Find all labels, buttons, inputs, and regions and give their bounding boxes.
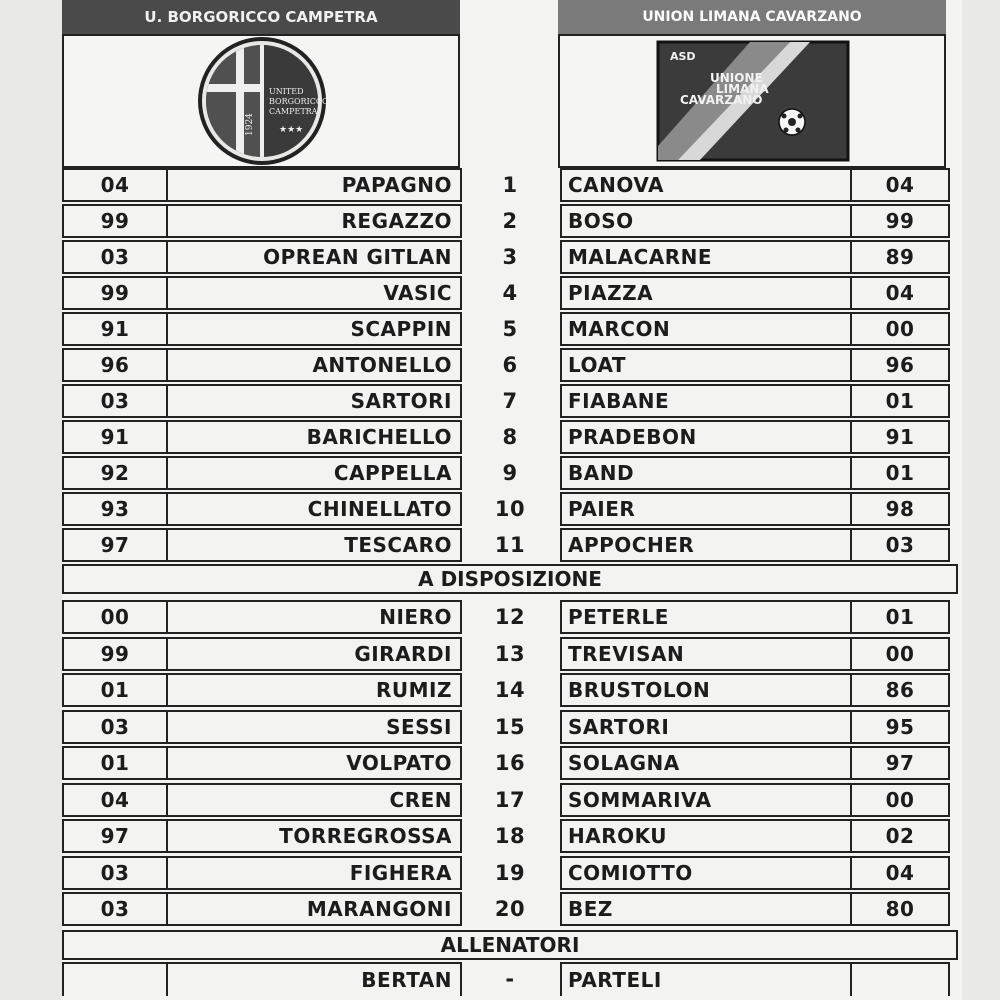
shirt-number: 6 <box>502 353 518 377</box>
left-player-name: REGAZZO <box>166 204 462 238</box>
sub-row <box>62 710 962 744</box>
starter-row <box>62 312 962 346</box>
left-birth-year: 00 <box>62 600 166 634</box>
left-birth-year: 92 <box>62 456 166 490</box>
crest-line-3: CAMPETRA <box>269 107 318 116</box>
right-birth-year: 00 <box>850 783 950 817</box>
right-player-name: HAROKU <box>560 819 850 853</box>
shirt-number: 9 <box>502 461 518 485</box>
left-team-header: U. BORGORICCO CAMPETRA <box>62 0 460 34</box>
shirt-number: 2 <box>502 209 518 233</box>
left-player-name: RUMIZ <box>166 673 462 707</box>
right-birth-year: 95 <box>850 710 950 744</box>
right-player-name: SOLAGNA <box>560 746 850 780</box>
left-birth-year: 91 <box>62 420 166 454</box>
left-player-name: CREN <box>166 783 462 817</box>
left-logo-cell <box>62 34 460 168</box>
right-birth-year: 99 <box>850 204 950 238</box>
crest-r-line-3: CAVARZANO <box>680 93 763 107</box>
right-birth-year: 97 <box>850 746 950 780</box>
left-player-name: CAPPELLA <box>166 456 462 490</box>
left-birth-year: 01 <box>62 673 166 707</box>
left-birth-year: 01 <box>62 746 166 780</box>
right-player-name: COMIOTTO <box>560 856 850 890</box>
left-birth-year: 99 <box>62 276 166 310</box>
left-player-name: VASIC <box>166 276 462 310</box>
right-birth-year: 01 <box>850 456 950 490</box>
coach-separator: - <box>505 967 515 991</box>
starter-row <box>62 276 962 310</box>
left-birth-year: 04 <box>62 168 166 202</box>
right-logo-cell <box>558 34 946 168</box>
right-birth-year: 96 <box>850 348 950 382</box>
shirt-number: 11 <box>494 533 526 557</box>
sub-row <box>62 856 962 890</box>
right-birth-year: 98 <box>850 492 950 526</box>
left-player-name: GIRARDI <box>166 637 462 671</box>
left-birth-year: 96 <box>62 348 166 382</box>
shirt-number: 20 <box>494 897 526 921</box>
shirt-number: 15 <box>494 714 526 739</box>
coaches-row <box>62 962 962 996</box>
right-player-name: SARTORI <box>560 710 850 744</box>
shirt-number: 16 <box>494 751 526 775</box>
shirt-number: 10 <box>494 497 526 521</box>
sub-row <box>62 892 962 926</box>
shirt-number: 14 <box>494 678 526 702</box>
right-player-name: BRUSTOLON <box>560 673 850 707</box>
shirt-number: 18 <box>494 824 526 848</box>
subs-section-title: A DISPOSIZIONE <box>62 564 958 594</box>
right-player-name: CANOVA <box>560 168 850 202</box>
left-player-name: BARICHELLO <box>166 420 462 454</box>
starter-row <box>62 168 962 202</box>
right-player-name: LOAT <box>560 348 850 382</box>
right-player-name: SOMMARIVA <box>560 783 850 817</box>
right-player-name: TREVISAN <box>560 637 850 671</box>
starter-row <box>62 240 962 274</box>
shirt-number: 3 <box>502 245 518 269</box>
left-player-name: FIGHERA <box>166 856 462 890</box>
left-player-name: NIERO <box>166 600 462 634</box>
right-birth-year: 00 <box>850 312 950 346</box>
right-player-name: BEZ <box>560 892 850 926</box>
left-player-name: SCAPPIN <box>166 312 462 346</box>
coaches-right-blank <box>850 962 950 996</box>
right-player-name: APPOCHER <box>560 528 850 562</box>
right-player-name: PRADEBON <box>560 420 850 454</box>
coaches-section-title: ALLENATORI <box>62 930 958 960</box>
left-birth-year: 03 <box>62 892 166 926</box>
right-player-name: PETERLE <box>560 600 850 634</box>
left-player-name: ANTONELLO <box>166 348 462 382</box>
left-coach-name: BERTAN <box>166 962 462 996</box>
right-player-name: FIABANE <box>560 384 850 418</box>
left-birth-year: 99 <box>62 637 166 671</box>
shirt-number: 1 <box>502 173 518 197</box>
crest-r-line-2: LIMANA <box>716 82 769 96</box>
starter-row <box>62 492 962 526</box>
starter-row <box>62 204 962 238</box>
right-birth-year: 04 <box>850 168 950 202</box>
sub-row <box>62 600 962 634</box>
shirt-number: 13 <box>494 641 526 666</box>
sub-row <box>62 637 962 671</box>
left-birth-year: 91 <box>62 312 166 346</box>
left-player-name: CHINELLATO <box>166 492 462 526</box>
shirt-number: 19 <box>494 860 526 885</box>
right-birth-year: 00 <box>850 637 950 671</box>
right-birth-year: 89 <box>850 240 950 274</box>
right-birth-year: 02 <box>850 819 950 853</box>
left-birth-year: 03 <box>62 856 166 890</box>
right-birth-year: 04 <box>850 856 950 890</box>
right-player-name: PIAZZA <box>560 276 850 310</box>
left-birth-year: 03 <box>62 710 166 744</box>
right-birth-year: 86 <box>850 673 950 707</box>
shirt-number: 4 <box>502 281 518 305</box>
left-player-name: MARANGONI <box>166 892 462 926</box>
crest-stars: ★★★ <box>279 125 304 135</box>
sub-row <box>62 783 962 817</box>
left-birth-year: 03 <box>62 240 166 274</box>
right-birth-year: 04 <box>850 276 950 310</box>
left-birth-year: 97 <box>62 819 166 853</box>
left-birth-year: 93 <box>62 492 166 526</box>
right-birth-year: 03 <box>850 528 950 562</box>
left-birth-year: 04 <box>62 783 166 817</box>
shirt-number: 17 <box>494 787 526 812</box>
starter-row <box>62 348 962 382</box>
shirt-number: 5 <box>502 317 518 341</box>
right-player-name: MARCON <box>560 312 850 346</box>
starter-row <box>62 456 962 490</box>
left-player-name: OPREAN GITLAN <box>166 240 462 274</box>
left-birth-year: 97 <box>62 528 166 562</box>
right-player-name: BOSO <box>560 204 850 238</box>
starter-row <box>62 528 962 562</box>
right-team-header: UNION LIMANA CAVARZANO <box>558 0 946 34</box>
left-player-name: SARTORI <box>166 384 462 418</box>
left-player-name: TESCARO <box>166 528 462 562</box>
right-birth-year: 01 <box>850 384 950 418</box>
coaches-left-blank <box>62 962 166 996</box>
shirt-number: 12 <box>494 605 526 629</box>
right-player-name: BAND <box>560 456 850 490</box>
crest-year: 1924 <box>245 113 255 136</box>
right-player-name: MALACARNE <box>560 240 850 274</box>
left-birth-year: 99 <box>62 204 166 238</box>
right-birth-year: 80 <box>850 892 950 926</box>
starter-row <box>62 384 962 418</box>
right-birth-year: 01 <box>850 600 950 634</box>
left-player-name: SESSI <box>166 710 462 744</box>
shirt-number: 8 <box>502 425 518 449</box>
borgoricco-crest-icon <box>64 36 458 166</box>
sub-row <box>62 746 962 780</box>
left-player-name: TORREGROSSA <box>166 819 462 853</box>
left-player-name: PAPAGNO <box>166 168 462 202</box>
left-player-name: VOLPATO <box>166 746 462 780</box>
right-player-name: PAIER <box>560 492 850 526</box>
right-birth-year: 91 <box>850 420 950 454</box>
limana-crest-icon <box>560 36 944 166</box>
left-birth-year: 03 <box>62 384 166 418</box>
crest-line-2: BORGORICCO <box>269 97 329 106</box>
crest-line-1: UNITED <box>269 87 304 96</box>
crest-asd: ASD <box>670 50 696 63</box>
crest-r-line-1: UNIONE <box>710 71 763 85</box>
right-coach-name: PARTELI <box>560 962 850 996</box>
starter-row <box>62 420 962 454</box>
sub-row <box>62 673 962 707</box>
shirt-number: 7 <box>502 389 518 413</box>
sub-row <box>62 819 962 853</box>
